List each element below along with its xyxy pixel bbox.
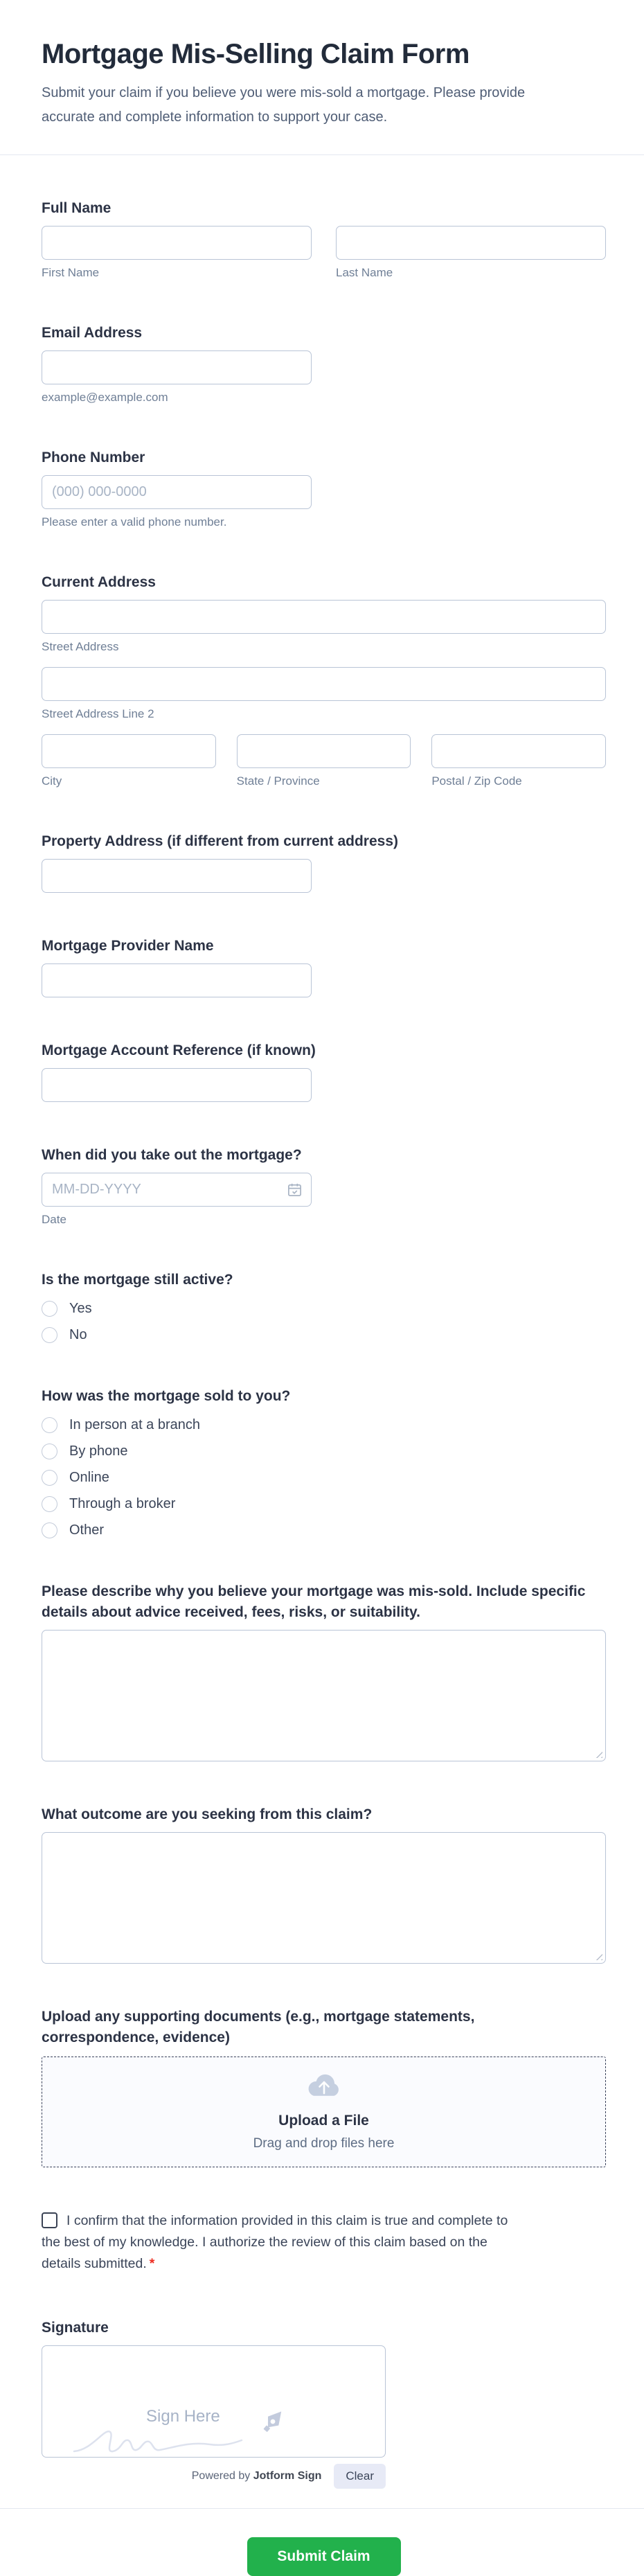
describe-textarea[interactable] <box>42 1630 606 1761</box>
field-email <box>42 323 606 405</box>
email-label: Email Address <box>42 325 143 341</box>
outcome-label: What outcome are you seeking from this claim? <box>42 1806 373 1822</box>
radio-icon[interactable] <box>42 1301 57 1317</box>
field-phone <box>42 447 606 529</box>
radio-label: By phone <box>69 1444 128 1459</box>
phone-hint: Please enter a valid phone number. <box>42 515 227 528</box>
first-name-input[interactable] <box>42 226 312 260</box>
street-address2-input[interactable] <box>42 667 606 701</box>
radio-label: Other <box>69 1522 105 1538</box>
describe-label: Please describe why you believe your mortgage was mis-sold. Include specific details about advice received, fees, risks, or suitability. <box>42 1583 586 1620</box>
confirm-checkbox[interactable] <box>42 2212 57 2228</box>
header-divider <box>0 154 644 155</box>
radio-icon[interactable] <box>42 1470 57 1486</box>
mortgage-date-label: When did you take out the mortgage? <box>42 1147 302 1163</box>
radio-label: Yes <box>69 1301 92 1316</box>
page-title: Mortgage Mis-Selling Claim Form <box>42 39 469 69</box>
radio-option-yes[interactable] <box>42 1301 606 1317</box>
provider-input[interactable] <box>42 963 312 997</box>
upload-label: Upload any supporting documents (e.g., mortgage statements, correspondence, evidence) <box>42 2009 475 2045</box>
state-input[interactable] <box>237 734 411 768</box>
state-sublabel: State / Province <box>236 774 320 788</box>
radio-icon[interactable] <box>42 1327 57 1343</box>
street-address-sublabel: Street Address <box>42 640 119 653</box>
sign-here-text: Sign Here <box>146 2407 220 2426</box>
signature-squiggle <box>71 2421 244 2459</box>
cloud-upload-icon <box>306 2073 342 2103</box>
upload-hint: Drag and drop files here <box>253 2135 395 2151</box>
field-mortgage-date <box>42 1145 606 1227</box>
powered-by: Powered by Jotform Sign <box>191 2470 322 2482</box>
clear-signature-button[interactable]: Clear <box>334 2464 386 2489</box>
field-property-address <box>42 831 606 893</box>
radio-icon[interactable] <box>42 1496 57 1512</box>
radio-icon[interactable] <box>42 1417 57 1433</box>
property-address-label: Property Address (if different from current address) <box>42 833 398 849</box>
confirm-label: I confirm that the information provided in this claim is true and complete to the best of my knowledge. I authorize the review of this claim based on the details submitted. <box>42 2213 508 2271</box>
footer-divider <box>0 2508 644 2509</box>
city-sublabel: City <box>42 774 62 788</box>
radio-option-branch[interactable] <box>42 1417 606 1433</box>
city-input[interactable] <box>42 734 216 768</box>
signature-pad[interactable] <box>42 2345 386 2458</box>
pen-nib-icon <box>257 2406 289 2441</box>
jotform-sign-brand: Jotform Sign <box>253 2470 322 2482</box>
radio-label: Online <box>69 1470 109 1485</box>
radio-label: No <box>69 1327 87 1342</box>
street-address-input[interactable] <box>42 600 606 634</box>
signature-footer <box>42 2464 386 2489</box>
field-confirm <box>42 2210 530 2275</box>
first-name-sublabel: First Name <box>42 266 100 279</box>
field-outcome <box>42 1804 606 1964</box>
email-input[interactable] <box>42 350 312 384</box>
radio-option-other[interactable] <box>42 1522 606 1538</box>
field-still-active <box>42 1270 606 1343</box>
how-sold-label: How was the mortgage sold to you? <box>42 1388 291 1404</box>
last-name-input[interactable] <box>336 226 606 260</box>
radio-icon[interactable] <box>42 1444 57 1459</box>
field-full-name <box>42 198 606 280</box>
street-address2-sublabel: Street Address Line 2 <box>42 707 154 720</box>
outcome-textarea[interactable] <box>42 1832 606 1964</box>
radio-option-no[interactable] <box>42 1327 606 1343</box>
calendar-icon[interactable] <box>287 1182 303 1201</box>
radio-option-broker[interactable] <box>42 1496 606 1512</box>
provider-label: Mortgage Provider Name <box>42 938 214 954</box>
full-name-label: Full Name <box>42 200 111 216</box>
zip-input[interactable] <box>431 734 606 768</box>
account-ref-label: Mortgage Account Reference (if known) <box>42 1042 316 1058</box>
zip-sublabel: Postal / Zip Code <box>431 774 522 788</box>
field-describe <box>42 1581 606 1761</box>
page-subtitle: Submit your claim if you believe you were mis-sold a mortgage. Please provide accurate and complete information to support your case. <box>42 85 526 125</box>
phone-input[interactable] <box>42 475 312 509</box>
field-current-address <box>42 572 606 788</box>
date-sublabel: Date <box>42 1213 66 1226</box>
account-ref-input[interactable] <box>42 1068 312 1102</box>
field-upload <box>42 2007 606 2167</box>
date-input[interactable] <box>42 1173 312 1207</box>
radio-icon[interactable] <box>42 1522 57 1538</box>
field-how-sold <box>42 1386 606 1538</box>
radio-label: Through a broker <box>69 1496 176 1511</box>
phone-label: Phone Number <box>42 450 145 465</box>
still-active-label: Is the mortgage still active? <box>42 1272 233 1288</box>
field-provider <box>42 936 606 997</box>
last-name-sublabel: Last Name <box>336 266 393 279</box>
radio-option-phone[interactable] <box>42 1444 606 1459</box>
radio-label: In person at a branch <box>69 1417 201 1432</box>
upload-dropzone[interactable] <box>42 2057 606 2167</box>
signature-label: Signature <box>42 2320 109 2336</box>
upload-title: Upload a File <box>278 2112 369 2129</box>
required-asterisk: * <box>149 2256 155 2271</box>
radio-option-online[interactable] <box>42 1470 606 1486</box>
submit-claim-button[interactable]: Submit Claim <box>247 2537 401 2576</box>
field-signature <box>42 2318 606 2489</box>
field-account-ref <box>42 1040 606 1102</box>
email-sublabel: example@example.com <box>42 391 168 404</box>
property-address-input[interactable] <box>42 859 312 893</box>
current-address-label: Current Address <box>42 574 156 590</box>
